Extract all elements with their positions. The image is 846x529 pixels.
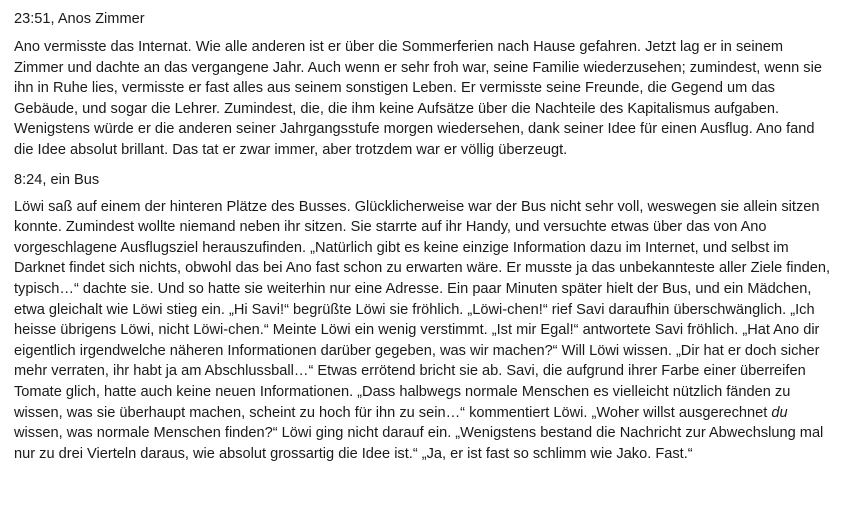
section-paragraph: Ano vermisste das Internat. Wie alle anderen ist er über die Sommerferien nach Hause gefahren. Jetzt lag er in seinem Zimmer und dachte an das vergangene Jahr. Auch wenn er sehr froh war, seine Familie wiederzusehen; zumindest, wenn sie ihn in Ruhe lies, vermisste er fast alles aus seinem sonstigen Leben. Er vermisste seine Freunde, die Gegend um das Gebäude, und sogar die Lehrer. Zumindest, die, die ihm keine Aufsätze über die Nachteile des Kapitalismus aufgaben. Wenigstens würde er die anderen seiner Jahrgangsstufe morgen wiedersehen, dank seiner Idee für einen Ausflug. Ano fand die Idee absolut brillant. Das tat er zwar immer, aber trotzdem war er völlig überzeugt. bbox=[14, 39, 822, 158]
section-heading: 23:51, Anos Zimmer bbox=[14, 11, 145, 27]
paragraph-text: wissen, was normale Menschen finden?“ Löwi ging nicht darauf ein. „Wenigstens bestand die Nachricht zur Abwechslung mal nur zu drei Vierteln daraus, wie absolut grossartig die Idee ist.“ „Ja, er ist fast so schlimm wie Jako. Fast.“ bbox=[14, 425, 824, 462]
section-paragraph bbox=[14, 197, 832, 465]
section-heading: 8:24, ein Bus bbox=[14, 171, 100, 188]
paragraph-text: Löwi saß auf einem der hinteren Plätze des Busses. Glücklicherweise war der Bus nicht sehr voll, weswegen sie allein sitzen konnte. Zumindest wollte niemand neben ihr sitzen. Sie starrte auf ihr Handy, und versuchte etwas über das von Ano vorgeschlagene Ausflugsziel herauszufinden. „Natürlich gibt es keine einzige Information dazu im Internet, und selbst im Darknet findet sich nichts, obwohl das bei Ano fast schon zu erwarten wäre. Er musste ja das unbekannteste aller Ziele finden, typisch…“ dachte sie. Und so hatte sie weiterhin nur eine Adresse. Ein paar Minuten später hielt der Bus, und ein Mädchen, etwa gleichalt wie Löwi stieg ein. „Hi Savi!“ begrüßte Löwi sie fröhlich. „Löwi-chen!“ rief Savi daraufhin überschwänglich. „Ich heisse übrigens Löwi, nicht Löwi-chen.“ Meinte Löwi ein wenig verstimmt. „Ist mir Egal!“ antwortete Savi fröhlich. „Hat Ano dir eigentlich irgendwelche näheren Informationen darüber gegeben, was wir machen?“ Will Löwi wissen. „Dir hat er doch sicher mehr verraten, ihr habt ja am Abschlussball…“ Etwas errötend bricht sie ab. Savi, die aufgrund ihrer Farbe einer überreifen Tomate glich, hatte auch keine neuen Informationen. „Dass halbwegs normale Menschen es vielleicht nützlich fänden zu wissen, was sie überhaupt machen, scheint zu hoch für ihn zu sein…“ kommentiert Löwi. „Woher willst ausgerechnet bbox=[14, 198, 831, 421]
emphasized-text: du bbox=[771, 404, 788, 421]
